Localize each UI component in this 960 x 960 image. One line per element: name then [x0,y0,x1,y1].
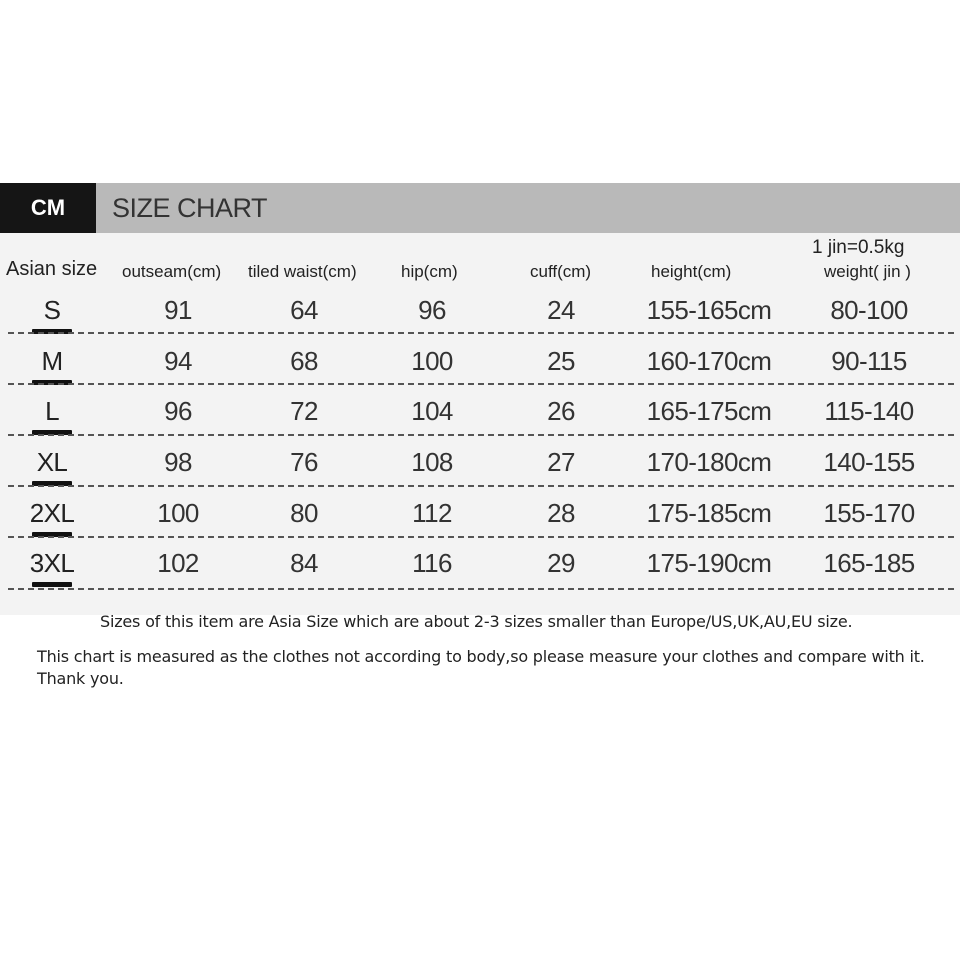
row-divider [8,536,954,538]
col-header-outseam: outseam(cm) [122,262,222,281]
cell-height: 175-190cm [646,548,772,578]
note-asia-size: Sizes of this item are Asia Size which are about 2-3 sizes smaller than Europe/US,UK,AU,EU size. [100,612,853,631]
row-divider [8,332,954,334]
cell-outseam: 94 [164,346,192,376]
table-row [0,439,960,489]
row-divider [8,485,954,487]
cell-outseam: 100 [157,498,199,528]
table-row [0,388,960,438]
table-row [0,287,960,337]
cell-size: XL [36,447,68,477]
table-row [0,490,960,540]
cell-hip: 116 [412,548,452,578]
cell-outseam: 102 [157,548,199,578]
chart-title: SIZE CHART [112,193,268,223]
cell-hip: 96 [418,295,446,325]
row-divider [8,383,954,385]
cell-outseam: 98 [164,447,192,477]
col-header-size: Asian size [6,258,98,280]
unit-badge: CM [0,183,96,233]
cell-weight: 115-140 [824,396,914,426]
cell-outseam: 91 [164,295,192,325]
cell-outseam: 96 [164,396,192,426]
cell-weight: 155-170 [823,498,915,528]
cell-weight: 165-185 [823,548,915,578]
cell-weight: 140-155 [823,447,915,477]
cell-weight: 90-115 [831,346,907,376]
col-header-waist: tiled waist(cm) [248,262,357,281]
col-header-cuff: cuff(cm) [530,262,592,281]
cell-hip: 104 [411,396,453,426]
cell-cuff: 28 [547,498,575,528]
cell-waist: 72 [290,396,318,426]
cell-waist: 68 [290,346,318,376]
note-thanks: Thank you. [37,669,124,688]
cell-size: 3XL [29,548,75,578]
col-header-hip: hip(cm) [401,262,458,281]
cell-size: S [43,295,61,325]
cell-cuff: 26 [547,396,575,426]
row-divider [8,588,954,590]
cell-size: M [41,346,63,376]
cell-waist: 64 [290,295,318,325]
table-row [0,540,960,590]
cell-cuff: 29 [547,548,575,578]
size-underline-bar [32,582,72,587]
cell-height: 165-175cm [646,396,772,426]
cell-hip: 100 [411,346,453,376]
col-header-weight: weight( jin ) [824,262,911,281]
weight-unit-note: 1 jin=0.5kg [812,237,905,258]
cell-cuff: 25 [547,346,575,376]
cell-waist: 80 [290,498,318,528]
row-divider [8,434,954,436]
cell-hip: 108 [411,447,453,477]
cell-size: 2XL [29,498,75,528]
cell-height: 170-180cm [646,447,772,477]
cell-height: 175-185cm [646,498,772,528]
cell-waist: 84 [290,548,318,578]
cell-weight: 80-100 [830,295,908,325]
table-row [0,338,960,388]
cell-size: L [45,396,59,426]
cell-cuff: 27 [547,447,575,477]
cell-height: 155-165cm [646,295,772,325]
cell-cuff: 24 [547,295,575,325]
note-measurement: This chart is measured as the clothes not according to body,so please measure your clothes and compare with it. [37,647,925,666]
cell-hip: 112 [412,498,452,528]
cell-height: 160-170cm [646,346,772,376]
col-header-height: height(cm) [651,262,732,281]
cell-waist: 76 [290,447,318,477]
